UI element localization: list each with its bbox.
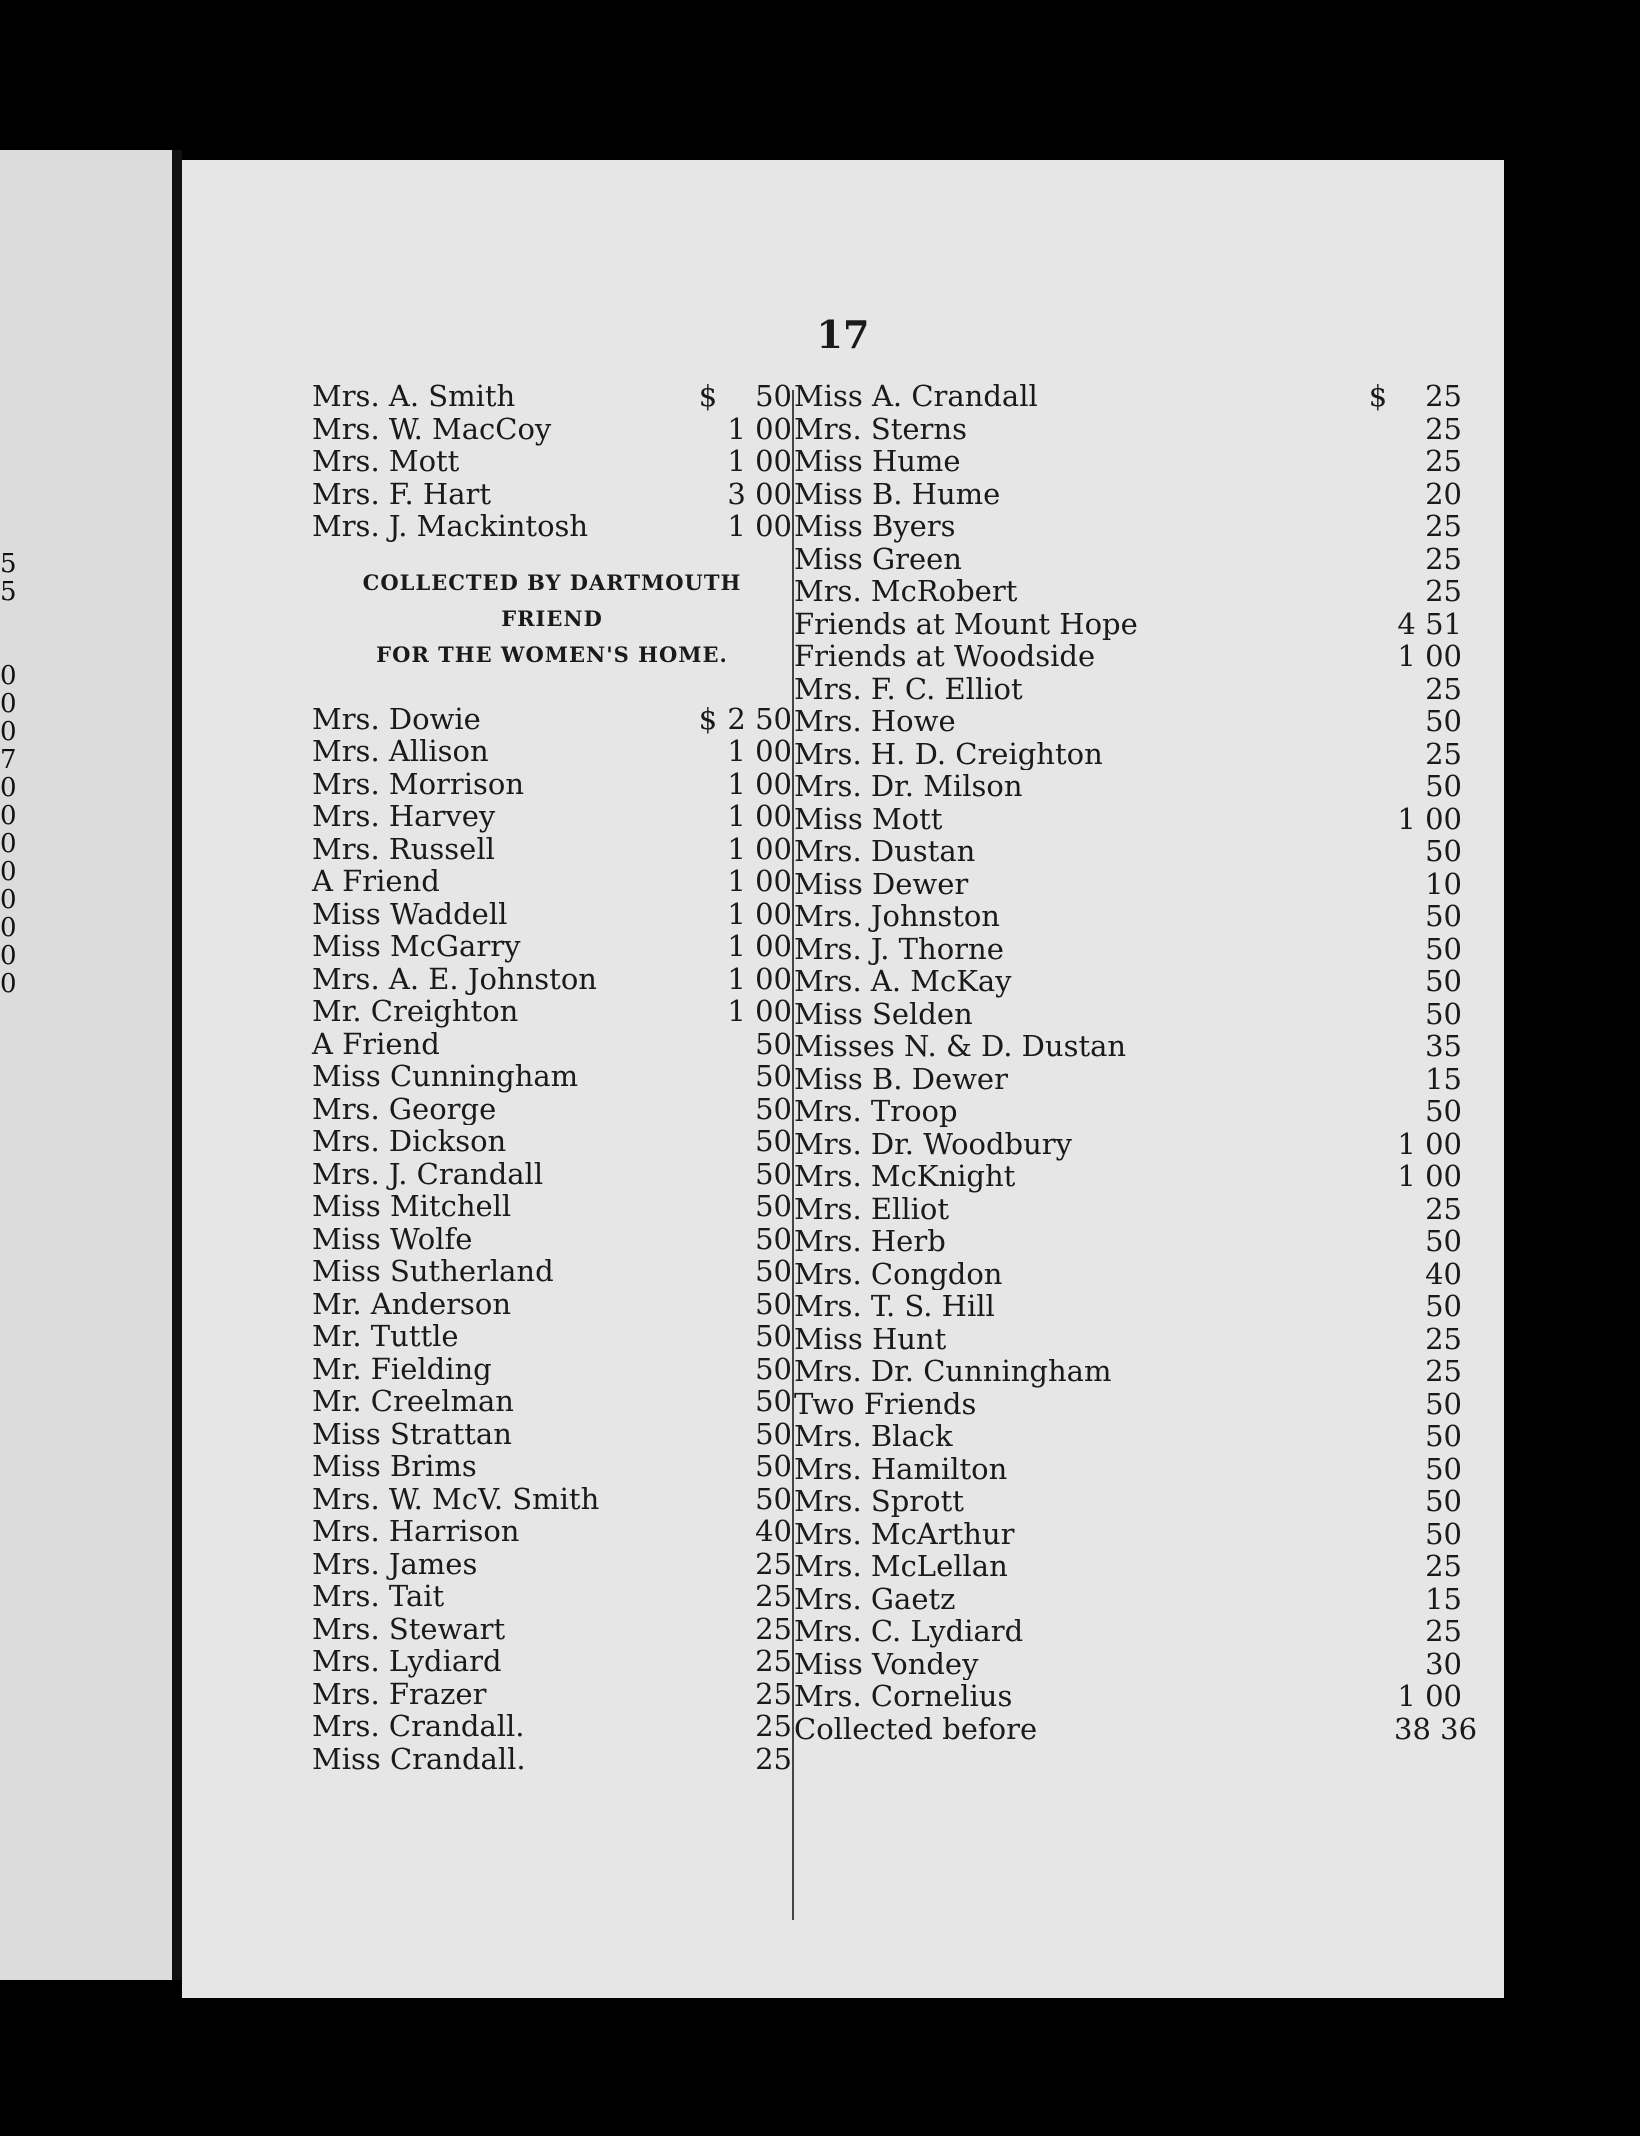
donor-name: Mrs. A. Smith	[312, 380, 521, 413]
donor-row	[794, 413, 1462, 446]
donor-name: Mrs. Tait	[312, 1580, 450, 1613]
donor-row	[794, 770, 1462, 803]
donor-name: Miss Crandall.	[312, 1743, 532, 1776]
donation-amount: 1 00	[1388, 803, 1462, 836]
donor-row	[794, 510, 1462, 543]
donation-amount: 1 00	[1388, 1680, 1462, 1713]
donation-amount: 40	[718, 1515, 792, 1548]
donor-name: Mrs. McKnight	[794, 1160, 1021, 1193]
donation-amount: 50	[1388, 900, 1462, 933]
document-page	[182, 160, 1504, 1998]
page-number: 17	[816, 312, 870, 357]
donation-amount: 1 00	[718, 930, 792, 963]
donor-row	[794, 478, 1462, 511]
donor-row	[794, 1160, 1462, 1193]
donor-row	[794, 705, 1462, 738]
facing-page-glyph: 0	[0, 913, 17, 943]
donor-row	[794, 1485, 1462, 1518]
donation-amount: 50	[718, 1320, 792, 1353]
donor-row	[794, 1258, 1462, 1291]
donor-row	[312, 1613, 792, 1646]
donor-name: Miss Cunningham	[312, 1060, 584, 1093]
donor-row	[312, 478, 792, 511]
facing-page-glyph: 0	[0, 885, 17, 915]
donor-name: Miss B. Hume	[794, 478, 1006, 511]
donor-row	[312, 1645, 792, 1678]
donation-amount: 25	[1388, 575, 1462, 608]
donation-amount: 25	[1388, 1615, 1462, 1648]
donation-amount: 50	[1388, 1420, 1462, 1453]
facing-page	[0, 150, 172, 1980]
donor-name: Mrs. W. McV. Smith	[312, 1483, 605, 1516]
donor-row	[312, 865, 792, 898]
donation-amount: 50	[718, 1483, 792, 1516]
donor-row	[312, 1353, 792, 1386]
donor-row	[312, 413, 792, 446]
donor-row	[794, 1128, 1462, 1161]
donor-name: Mrs. Cornelius	[794, 1680, 1018, 1713]
donation-amount: 50	[1388, 933, 1462, 966]
donor-row	[312, 1418, 792, 1451]
donor-row	[312, 1060, 792, 1093]
donation-amount: 30	[1388, 1648, 1462, 1681]
donor-row	[312, 1450, 792, 1483]
donation-amount: 50	[1388, 1095, 1462, 1128]
donation-amount: 50	[1388, 1485, 1462, 1518]
donor-row	[312, 930, 792, 963]
donor-name: Mr. Creighton	[312, 995, 524, 1028]
donor-row	[794, 673, 1462, 706]
donor-row	[312, 445, 792, 478]
donor-name: Mrs. Crandall.	[312, 1710, 531, 1743]
donor-row	[794, 1583, 1462, 1616]
donor-row	[794, 1323, 1462, 1356]
donation-amount: 15	[1388, 1583, 1462, 1616]
donor-name: Mrs. Morrison	[312, 768, 530, 801]
donation-amount: 25	[718, 1710, 792, 1743]
donor-row	[312, 1223, 792, 1256]
facing-page-glyph: 5	[0, 577, 17, 607]
donation-amount: 35	[1388, 1030, 1462, 1063]
facing-page-glyph: 0	[0, 801, 17, 831]
donor-row	[794, 803, 1462, 836]
donor-name: Miss Selden	[794, 998, 979, 1031]
donation-amount: 1 00	[718, 510, 792, 543]
donor-row	[312, 1743, 792, 1776]
donor-name: Mrs. George	[312, 1093, 502, 1126]
donor-name: Miss Brims	[312, 1450, 483, 1483]
donation-amount: 25	[1388, 1193, 1462, 1226]
donation-amount: 25	[1388, 1550, 1462, 1583]
currency-sign: $	[694, 703, 722, 736]
donor-name: Mrs. A. E. Johnston	[312, 963, 603, 996]
donor-name: Mrs. F. C. Elliot	[794, 673, 1029, 706]
donor-row	[794, 543, 1462, 576]
donation-amount: 50	[718, 380, 792, 413]
donor-name: Mrs. Herb	[794, 1225, 952, 1258]
donor-name: Miss Wolfe	[312, 1223, 478, 1256]
donor-row	[794, 608, 1462, 641]
facing-page-glyph	[0, 634, 10, 662]
donation-amount: 15	[1388, 1063, 1462, 1096]
donor-name: Miss McGarry	[312, 930, 526, 963]
donor-name: Mrs. Dr. Woodbury	[794, 1128, 1078, 1161]
donor-name: Mrs. Stewart	[312, 1613, 511, 1646]
donation-amount: 50	[1388, 770, 1462, 803]
book-spine	[172, 150, 182, 1980]
donation-amount: 25	[1388, 413, 1462, 446]
donor-name: Mrs. McArthur	[794, 1518, 1021, 1551]
facing-page-glyph: 7	[0, 745, 17, 775]
donation-amount: 50	[1388, 1453, 1462, 1486]
donation-amount: 50	[718, 1450, 792, 1483]
donor-name: Miss Dewer	[794, 868, 974, 901]
donor-name: Mrs. J. Mackintosh	[312, 510, 594, 543]
donor-name: Mrs. Harvey	[312, 800, 501, 833]
donation-amount: 50	[1388, 998, 1462, 1031]
donor-name: Mrs. Troop	[794, 1095, 964, 1128]
donor-row	[312, 1710, 792, 1743]
donation-amount: 25	[718, 1580, 792, 1613]
donation-amount: 3 00	[718, 478, 792, 511]
donation-amount: 50	[718, 1353, 792, 1386]
donor-name: Mrs. James	[312, 1548, 483, 1581]
donor-row	[312, 800, 792, 833]
donor-name: Miss B. Dewer	[794, 1063, 1014, 1096]
donation-amount: 1 00	[1388, 1160, 1462, 1193]
donor-row	[312, 703, 792, 736]
donor-row	[312, 510, 792, 543]
donor-name: Mrs. Mott	[312, 445, 465, 478]
donor-name: Miss Hume	[794, 445, 967, 478]
donation-amount: 1 00	[718, 995, 792, 1028]
donor-row	[312, 1548, 792, 1581]
donor-row	[794, 575, 1462, 608]
donation-amount: 25	[718, 1613, 792, 1646]
right-entries-list	[794, 379, 1478, 1746]
donor-name: Miss Waddell	[312, 898, 513, 931]
donor-row	[312, 1320, 792, 1353]
facing-page-glyph: 0	[0, 773, 17, 803]
donor-name: Mr. Creelman	[312, 1385, 520, 1418]
donor-name: A Friend	[312, 865, 446, 898]
donor-name: Miss Green	[794, 543, 968, 576]
donation-amount: 50	[718, 1255, 792, 1288]
donor-row	[312, 1385, 792, 1418]
donor-row	[794, 1388, 1462, 1421]
facing-page-glyph: 0	[0, 941, 17, 971]
donor-row	[312, 833, 792, 866]
donation-amount: 1 00	[718, 898, 792, 931]
donation-amount: 20	[1388, 478, 1462, 511]
donor-row	[794, 1615, 1462, 1648]
donor-row	[794, 868, 1462, 901]
donation-amount: 1 00	[1388, 640, 1462, 673]
donation-amount: 50	[718, 1093, 792, 1126]
donor-name: Mrs. Russell	[312, 833, 501, 866]
donor-name: Mrs. Hamilton	[794, 1453, 1013, 1486]
donation-amount: 50	[718, 1028, 792, 1061]
donor-name: Miss Mitchell	[312, 1190, 517, 1223]
donation-amount: 25	[1388, 445, 1462, 478]
facing-page-glyph: 0	[0, 857, 17, 887]
donation-amount: 1 00	[718, 833, 792, 866]
donation-amount: 25	[1388, 673, 1462, 706]
donor-name: Mrs. Gaetz	[794, 1583, 961, 1616]
donation-amount: 25	[718, 1678, 792, 1711]
facing-page-edge-text	[0, 549, 17, 1030]
donor-name: Mrs. Dickson	[312, 1125, 512, 1158]
donor-name: Mr. Fielding	[312, 1353, 498, 1386]
donor-name: Mrs. Dr. Cunningham	[794, 1355, 1117, 1388]
donation-amount: 1 00	[718, 800, 792, 833]
donor-name: Mrs. McLellan	[794, 1550, 1014, 1583]
donor-row	[312, 1483, 792, 1516]
donor-row	[794, 445, 1462, 478]
donation-amount: 38 36	[1388, 1713, 1462, 1746]
donor-row	[312, 898, 792, 931]
donor-name: Mrs. H. D. Creighton	[794, 738, 1109, 771]
donor-row	[794, 1518, 1462, 1551]
donation-amount: 25	[718, 1743, 792, 1776]
donor-name: Mrs. Lydiard	[312, 1645, 508, 1678]
donor-row	[312, 1158, 792, 1191]
section-heading-line-1: COLLECTED BY DARTMOUTH FRIEND	[362, 569, 742, 631]
donor-row	[794, 1648, 1462, 1681]
donation-amount: 50	[1388, 1518, 1462, 1551]
donor-name: Miss A. Crandall	[794, 380, 1044, 413]
donor-row	[794, 738, 1462, 771]
donor-row	[794, 835, 1462, 868]
donation-amount: 25	[1388, 1323, 1462, 1356]
donation-amount: 50	[718, 1288, 792, 1321]
donation-amount: 2 50	[718, 703, 792, 736]
donor-row	[794, 1453, 1462, 1486]
donor-row	[794, 1290, 1462, 1323]
donor-name: Miss Sutherland	[312, 1255, 560, 1288]
donor-name: Mrs. Elliot	[794, 1193, 955, 1226]
donor-row	[312, 1028, 792, 1061]
donor-name: Mrs. F. Hart	[312, 478, 497, 511]
donor-row	[312, 995, 792, 1028]
donor-name: Miss Byers	[794, 510, 962, 543]
donation-amount: 50	[718, 1385, 792, 1418]
donor-row	[794, 933, 1462, 966]
donation-amount: 25	[1388, 380, 1462, 413]
donor-row	[794, 640, 1462, 673]
donor-row	[794, 900, 1462, 933]
donor-name: Mr. Anderson	[312, 1288, 517, 1321]
donation-amount: 25	[1388, 510, 1462, 543]
donor-row	[312, 963, 792, 996]
facing-page-glyph: 5	[0, 549, 17, 579]
donor-row	[794, 965, 1462, 998]
donor-name: Miss Vondey	[794, 1648, 984, 1681]
donation-amount: 25	[1388, 543, 1462, 576]
donation-amount: 40	[1388, 1258, 1462, 1291]
facing-page-glyph: 0	[0, 829, 17, 859]
donation-amount: 25	[1388, 1355, 1462, 1388]
donation-amount: 25	[1388, 738, 1462, 771]
donor-row	[312, 1125, 792, 1158]
donor-name: Mrs. Howe	[794, 705, 962, 738]
donor-row	[312, 768, 792, 801]
donor-row	[312, 1093, 792, 1126]
donor-name: Mrs. Harrison	[312, 1515, 525, 1548]
donor-row	[794, 1420, 1462, 1453]
donation-amount: 50	[1388, 835, 1462, 868]
facing-page-glyph: 0	[0, 661, 17, 691]
donor-name: Friends at Woodside	[794, 640, 1101, 673]
donation-amount: 50	[1388, 1290, 1462, 1323]
donor-row	[794, 1711, 1478, 1746]
donation-amount: 50	[718, 1190, 792, 1223]
donor-name: Mrs. Dowie	[312, 703, 487, 736]
donation-amount: 1 00	[718, 963, 792, 996]
donor-row	[312, 735, 792, 768]
donation-amount: 1 00	[718, 735, 792, 768]
donor-name: Mrs. Black	[794, 1420, 959, 1453]
donation-amount: 10	[1388, 868, 1462, 901]
donation-amount: 50	[718, 1158, 792, 1191]
donor-name: Misses N. & D. Dustan	[794, 1030, 1132, 1063]
donor-name: Mrs. Sprott	[794, 1485, 970, 1518]
donation-amount: 50	[1388, 705, 1462, 738]
donor-name: Mrs. Frazer	[312, 1678, 492, 1711]
donor-name: Mrs. Allison	[312, 735, 495, 768]
donor-name: Mrs. Sterns	[794, 413, 973, 446]
donor-name: Friends at Mount Hope	[794, 608, 1144, 641]
donor-name: Mrs. C. Lydiard	[794, 1615, 1029, 1648]
donor-name: Mrs. W. MacCoy	[312, 413, 557, 446]
currency-sign: $	[1364, 380, 1392, 413]
donor-name: Mrs. J. Thorne	[794, 933, 1010, 966]
donor-name: Mr. Tuttle	[312, 1320, 465, 1353]
facing-page-glyph: 0	[0, 689, 17, 719]
donation-amount: 1 00	[718, 865, 792, 898]
donation-amount: 4 51	[1388, 608, 1462, 641]
donor-name: Mrs. J. Crandall	[312, 1158, 549, 1191]
donation-amount: 25	[718, 1645, 792, 1678]
donor-name: Two Friends	[794, 1388, 982, 1421]
donor-row	[794, 1095, 1462, 1128]
donor-name: Miss Hunt	[794, 1323, 952, 1356]
facing-page-glyph: 0	[0, 717, 17, 747]
donor-row	[794, 1193, 1462, 1226]
donation-amount: 50	[718, 1060, 792, 1093]
donor-row	[794, 1063, 1462, 1096]
donation-amount: 50	[718, 1418, 792, 1451]
donation-amount: 1 00	[718, 413, 792, 446]
donor-name: Mrs. A. McKay	[794, 965, 1018, 998]
facing-page-glyph: 0	[0, 969, 17, 999]
donor-row	[794, 1355, 1462, 1388]
facing-page-glyph	[0, 606, 10, 634]
donation-amount: 1 00	[1388, 1128, 1462, 1161]
donation-amount: 50	[1388, 1225, 1462, 1258]
donor-name: Mrs. Dustan	[794, 835, 981, 868]
currency-sign: $	[694, 380, 722, 413]
donor-row	[312, 1678, 792, 1711]
donor-row	[312, 1255, 792, 1288]
donor-row	[794, 998, 1462, 1031]
donor-name: Mrs. Johnston	[794, 900, 1006, 933]
donation-amount: 1 00	[718, 768, 792, 801]
donor-row	[312, 1190, 792, 1223]
donor-row	[312, 380, 792, 413]
donation-amount: 50	[718, 1223, 792, 1256]
donor-row	[312, 1515, 792, 1548]
right-column	[794, 379, 1478, 1746]
donation-amount: 1 00	[718, 445, 792, 478]
donor-name: Miss Strattan	[312, 1418, 518, 1451]
section-heading-line-2: FOR THE WOMEN'S HOME.	[376, 641, 728, 667]
donor-name: Mrs. T. S. Hill	[794, 1290, 1001, 1323]
donor-row	[794, 1550, 1462, 1583]
donor-name: Mrs. Congdon	[794, 1258, 1008, 1291]
donor-row	[312, 1288, 792, 1321]
donor-name: A Friend	[312, 1028, 446, 1061]
donor-row	[794, 380, 1462, 413]
donation-amount: 50	[1388, 1388, 1462, 1421]
donor-name: Collected before	[794, 1713, 1043, 1746]
donation-amount: 50	[1388, 965, 1462, 998]
donor-row	[794, 1680, 1462, 1713]
donation-amount: 50	[718, 1125, 792, 1158]
donor-row	[312, 1580, 792, 1613]
donor-name: Mrs. McRobert	[794, 575, 1023, 608]
donation-amount: 25	[718, 1548, 792, 1581]
donor-name: Miss Mott	[794, 803, 948, 836]
donor-row	[794, 1225, 1462, 1258]
donor-name: Mrs. Dr. Milson	[794, 770, 1029, 803]
donor-row	[794, 1030, 1462, 1063]
